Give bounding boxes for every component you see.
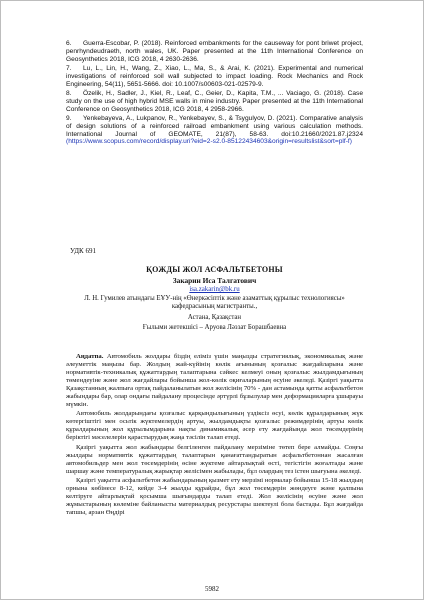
reference-number: 6. — [66, 40, 72, 47]
reference-item — [66, 90, 363, 114]
reference-number: 8. — [66, 89, 72, 97]
reference-item — [66, 40, 363, 64]
reference-number: 9. — [66, 114, 72, 122]
paragraph: Қазіргі уақытта асфальтбетон жабындарының қызмет ету мерзімі нормалар бойынша 15-18 жылдың орнына көбінесе 8-12, кейде 3-4 жылды құрайды, бұл жол төсемдерін жөндеуге және қалпына келтіруге айтарлықтай қосымша шығындарды талап етеді. Жол желісінің өсуіне және жол жұмыстарының көлеміне байланысты материалдық ресурстары шектеулі бола бастады. Бұл жағдайда тапшы, арзан Өңдірі — [66, 476, 363, 516]
references-list — [66, 40, 363, 148]
abstract-body — [66, 353, 363, 518]
article-title: ҚОЖДЫ ЖОЛ АСФАЛЬТБЕТОНЫ — [146, 265, 283, 274]
paragraph: Автомобиль жолдарындағы қозғалыс қарқындылығының үздіксіз өсуі, көлік құралдарының жүк көтергіштігі мен осьтік жүктемелердің артуы, жылдамдықты қозғалыс режимдерінің артуы көлік құралдарының жол құрылымдарына нақты динамикалық әсер ету жағдайында жол төсемдерінің беріктігі мәселелерін қарастырудың жаңа тәсілін талап етеді. — [66, 410, 363, 442]
udk-code: УДК 691 — [70, 247, 96, 255]
paragraph: Қазіргі уақытта жол жабындары белгіленген пайдалану мерзіміне төтеп бере алмайды. Соңғы жылдары нормативтік құжаттардың талаптарын қанағаттандыратын асфальтбетоннан жасалған автомобильдер мен жол төсемдерінің өсіне жүктеме айтарлықтай өсті, тегістігін жоғалтады және шаршау және температуралық жарықтар желісімен жабылады, бұл олардың тез істен шығуына әкеледі. — [66, 443, 363, 475]
author-name: Закарин Иса Талгатович — [172, 276, 257, 285]
reference-text: Yenkebayeva, A., Lukpanov, R., Yenkebayev, S., & Tsygulyov, D. (2021). Comparative analysis of design solutions of a reinforced railroad embankment using various calculation methods. International Journal of GEOMATE, 21(87), 58-63. doi:10.21660/2021.87.j2324 — [66, 114, 363, 138]
abstract-label: Аңдатпа. — [76, 353, 104, 360]
reference-text: Özelik, H., Sadler, J., Kiel, R., Leaf, C., Geier, D., Kapita, T.M., ... Vaciago, G. (2018). Case study on the use of high hybrid MSE walls in mine industry. Paper presented at the 11th International Conference on Geosynthetics 2018, ICG 2018, 4 2958-2966. — [66, 89, 363, 113]
location: Астана, Қазақстан — [187, 313, 242, 321]
reference-link[interactable]: (https://www.scopus.com/record/display.uri?eid=2-s2.0-85122434603&origin=resultslist&sort=plf-f) — [66, 138, 352, 146]
paragraph-text: Автомобиль жолдары біздің еліміз үшін маңызды стратегиялық, экономикалық және әлеуметтік маңызы бар. Жолдың жай-күйінің көлік ағынының қозғалыс жағдайларына және нормативтік-техникалық құжаттардың талаптарына сәйкес келмеуі оның қозғалыс жылдамдығының төмендеуіне және жол жағдайлары бойынша жол-көлік оқиғаларының өсуіне әкеледі. Қазіргі уақытта Қазақстанның жалпыға ортақ пайдаланылатын жол желісінің 70% - дан астамында қатты асфальтбетон жабындары бар, олар ондағы пайдалану процесінде әртүрлі бұзылулар мен деформацияларға ұшырауы мүмкін. — [66, 353, 363, 409]
page-number: 5982 — [205, 585, 219, 593]
reference-number: 7. — [66, 64, 72, 72]
article-header — [66, 265, 363, 333]
affiliation: Л. Н. Гумилев атындағы ЕҰУ-нің «Өнеркәсіптік және азаматтық құрылыс технологиясы» кафедрасының магистранты., — [84, 295, 345, 311]
paragraph — [66, 353, 363, 409]
reference-text: Lu, L., Lin, H., Wang, Z., Xiao, L., Ma, S., & Arai, K. (2021). Experimental and numerical investigations of reinforced soil wall subjected to impact loading. Rock Mechanics and Rock Engineering, 54(11), 5651-5666. doi: 10.1007/s00603-021-02579-9. — [66, 64, 363, 88]
reference-text: Guerra-Escobar, P. (2018). Reinforced embankments for the causeway for pont briwet project, penrhyndeudraeth, north wales, UK. Paper presented at the 11th International Conference on Geosynthetics 2018, ICG 2018, 4 2630-2636. — [66, 40, 363, 63]
reference-item — [66, 65, 363, 89]
supervisor: Ғылыми жетекшісі – Аруова Ләззат Борашбаевна — [142, 324, 287, 332]
author-email[interactable]: isa.zakarin@bk.ru — [189, 286, 240, 293]
reference-item — [66, 115, 363, 147]
